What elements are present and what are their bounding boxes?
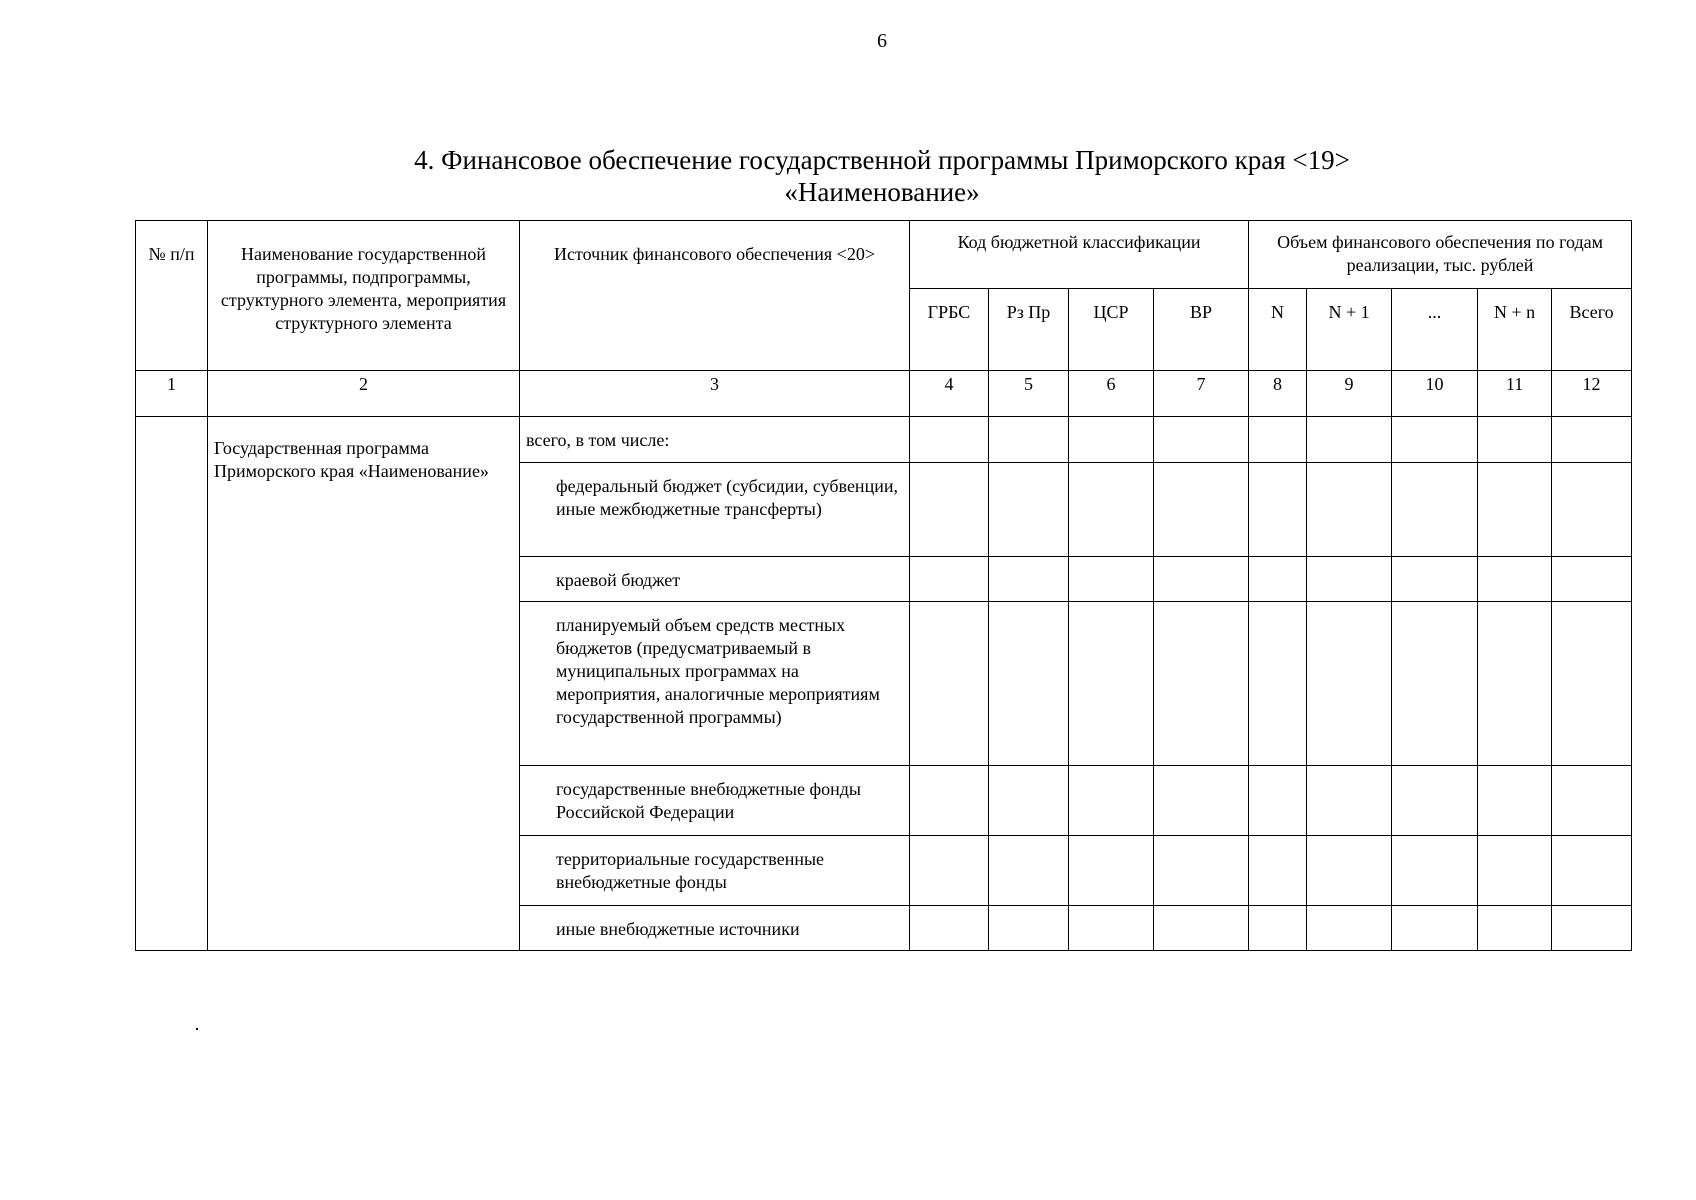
document-title <box>0 144 1696 208</box>
header-rzpr: Рз Пр <box>989 289 1069 371</box>
value-cell <box>1478 417 1552 463</box>
value-cell <box>1478 602 1552 766</box>
value-cell <box>1154 417 1249 463</box>
value-cell <box>989 417 1069 463</box>
table-row <box>136 417 1632 463</box>
value-cell <box>910 557 989 602</box>
header-ellipsis: ... <box>1392 289 1478 371</box>
value-cell <box>1069 557 1154 602</box>
value-cell <box>989 836 1069 906</box>
value-cell <box>1478 906 1552 951</box>
value-cell <box>1307 836 1392 906</box>
value-cell <box>1307 766 1392 836</box>
header-csr: ЦСР <box>1069 289 1154 371</box>
value-cell <box>1307 417 1392 463</box>
value-cell <box>1552 836 1632 906</box>
value-cell <box>1249 906 1307 951</box>
value-cell <box>1069 463 1154 557</box>
header-vr: ВР <box>1154 289 1249 371</box>
value-cell <box>910 766 989 836</box>
header-n: N <box>1249 289 1307 371</box>
value-cell <box>910 463 989 557</box>
header-total: Всего <box>1552 289 1632 371</box>
value-cell <box>989 766 1069 836</box>
source-cell: иные внебюджетные источники <box>520 906 910 951</box>
value-cell <box>1552 463 1632 557</box>
value-cell <box>1307 906 1392 951</box>
value-cell <box>1154 766 1249 836</box>
source-cell: планируемый объем средств местных бюджетов (предусматриваемый в муниципальных программах на мероприятия, аналогичные мероприятиям государственной программы) <box>520 602 910 766</box>
column-number: 8 <box>1249 371 1307 417</box>
value-cell <box>1154 836 1249 906</box>
column-number: 3 <box>520 371 910 417</box>
value-cell <box>1552 766 1632 836</box>
value-cell <box>989 602 1069 766</box>
value-cell <box>1069 766 1154 836</box>
program-name: Государственная программа Приморского края «Наименование» <box>208 417 520 951</box>
value-cell <box>1552 602 1632 766</box>
source-cell: государственные внебюджетные фонды Российской Федерации <box>520 766 910 836</box>
value-cell <box>989 906 1069 951</box>
source-cell: территориальные государственные внебюджетные фонды <box>520 836 910 906</box>
value-cell <box>1069 417 1154 463</box>
header-num: № п/п <box>136 221 208 371</box>
value-cell <box>1392 836 1478 906</box>
value-cell <box>1478 766 1552 836</box>
value-cell <box>1307 557 1392 602</box>
value-cell <box>1478 836 1552 906</box>
header-n-plus-n: N + n <box>1478 289 1552 371</box>
column-number: 1 <box>136 371 208 417</box>
value-cell <box>1249 463 1307 557</box>
value-cell <box>1392 417 1478 463</box>
financing-table <box>135 220 1632 951</box>
source-cell: всего, в том числе: <box>520 417 910 463</box>
value-cell <box>1069 906 1154 951</box>
value-cell <box>1249 557 1307 602</box>
value-cell <box>1249 836 1307 906</box>
column-number: 2 <box>208 371 520 417</box>
header-name: Наименование государственной программы, подпрограммы, структурного элемента, мероприятия структурного элемента <box>208 221 520 371</box>
column-number: 4 <box>910 371 989 417</box>
title-line-2: «Наименование» <box>784 177 980 207</box>
column-number-row <box>136 371 1632 417</box>
value-cell <box>910 906 989 951</box>
value-cell <box>1478 463 1552 557</box>
column-number: 12 <box>1552 371 1632 417</box>
value-cell <box>1392 602 1478 766</box>
value-cell <box>1154 906 1249 951</box>
value-cell <box>1392 906 1478 951</box>
value-cell <box>910 836 989 906</box>
value-cell <box>989 463 1069 557</box>
value-cell <box>1069 836 1154 906</box>
value-cell <box>1249 602 1307 766</box>
value-cell <box>1307 602 1392 766</box>
num-cell <box>136 417 208 951</box>
value-cell <box>1154 602 1249 766</box>
header-grbs: ГРБС <box>910 289 989 371</box>
value-cell <box>1552 417 1632 463</box>
value-cell <box>1552 906 1632 951</box>
value-cell <box>1154 557 1249 602</box>
value-cell <box>1069 602 1154 766</box>
value-cell <box>1307 463 1392 557</box>
source-cell: федеральный бюджет (субсидии, субвенции, иные межбюджетные трансферты) <box>520 463 910 557</box>
value-cell <box>910 417 989 463</box>
value-cell <box>1154 463 1249 557</box>
value-cell <box>910 602 989 766</box>
column-number: 11 <box>1478 371 1552 417</box>
column-number: 10 <box>1392 371 1478 417</box>
value-cell <box>1392 766 1478 836</box>
value-cell <box>1249 417 1307 463</box>
page-number: 6 <box>877 30 887 52</box>
title-line-1: 4. Финансовое обеспечение государственной программы Приморского края <19> <box>414 145 1350 175</box>
column-number: 6 <box>1069 371 1154 417</box>
column-number: 5 <box>989 371 1069 417</box>
source-cell: краевой бюджет <box>520 557 910 602</box>
column-number: 7 <box>1154 371 1249 417</box>
header-budget-code: Код бюджетной классификации <box>910 221 1249 289</box>
scan-speck <box>196 1028 198 1030</box>
value-cell <box>1552 557 1632 602</box>
column-number: 9 <box>1307 371 1392 417</box>
header-source: Источник финансового обеспечения <20> <box>520 221 910 371</box>
value-cell <box>1249 766 1307 836</box>
value-cell <box>1478 557 1552 602</box>
header-n-plus-1: N + 1 <box>1307 289 1392 371</box>
value-cell <box>1392 463 1478 557</box>
value-cell <box>1392 557 1478 602</box>
value-cell <box>989 557 1069 602</box>
header-volume: Объем финансового обеспечения по годам реализации, тыс. рублей <box>1249 221 1632 289</box>
